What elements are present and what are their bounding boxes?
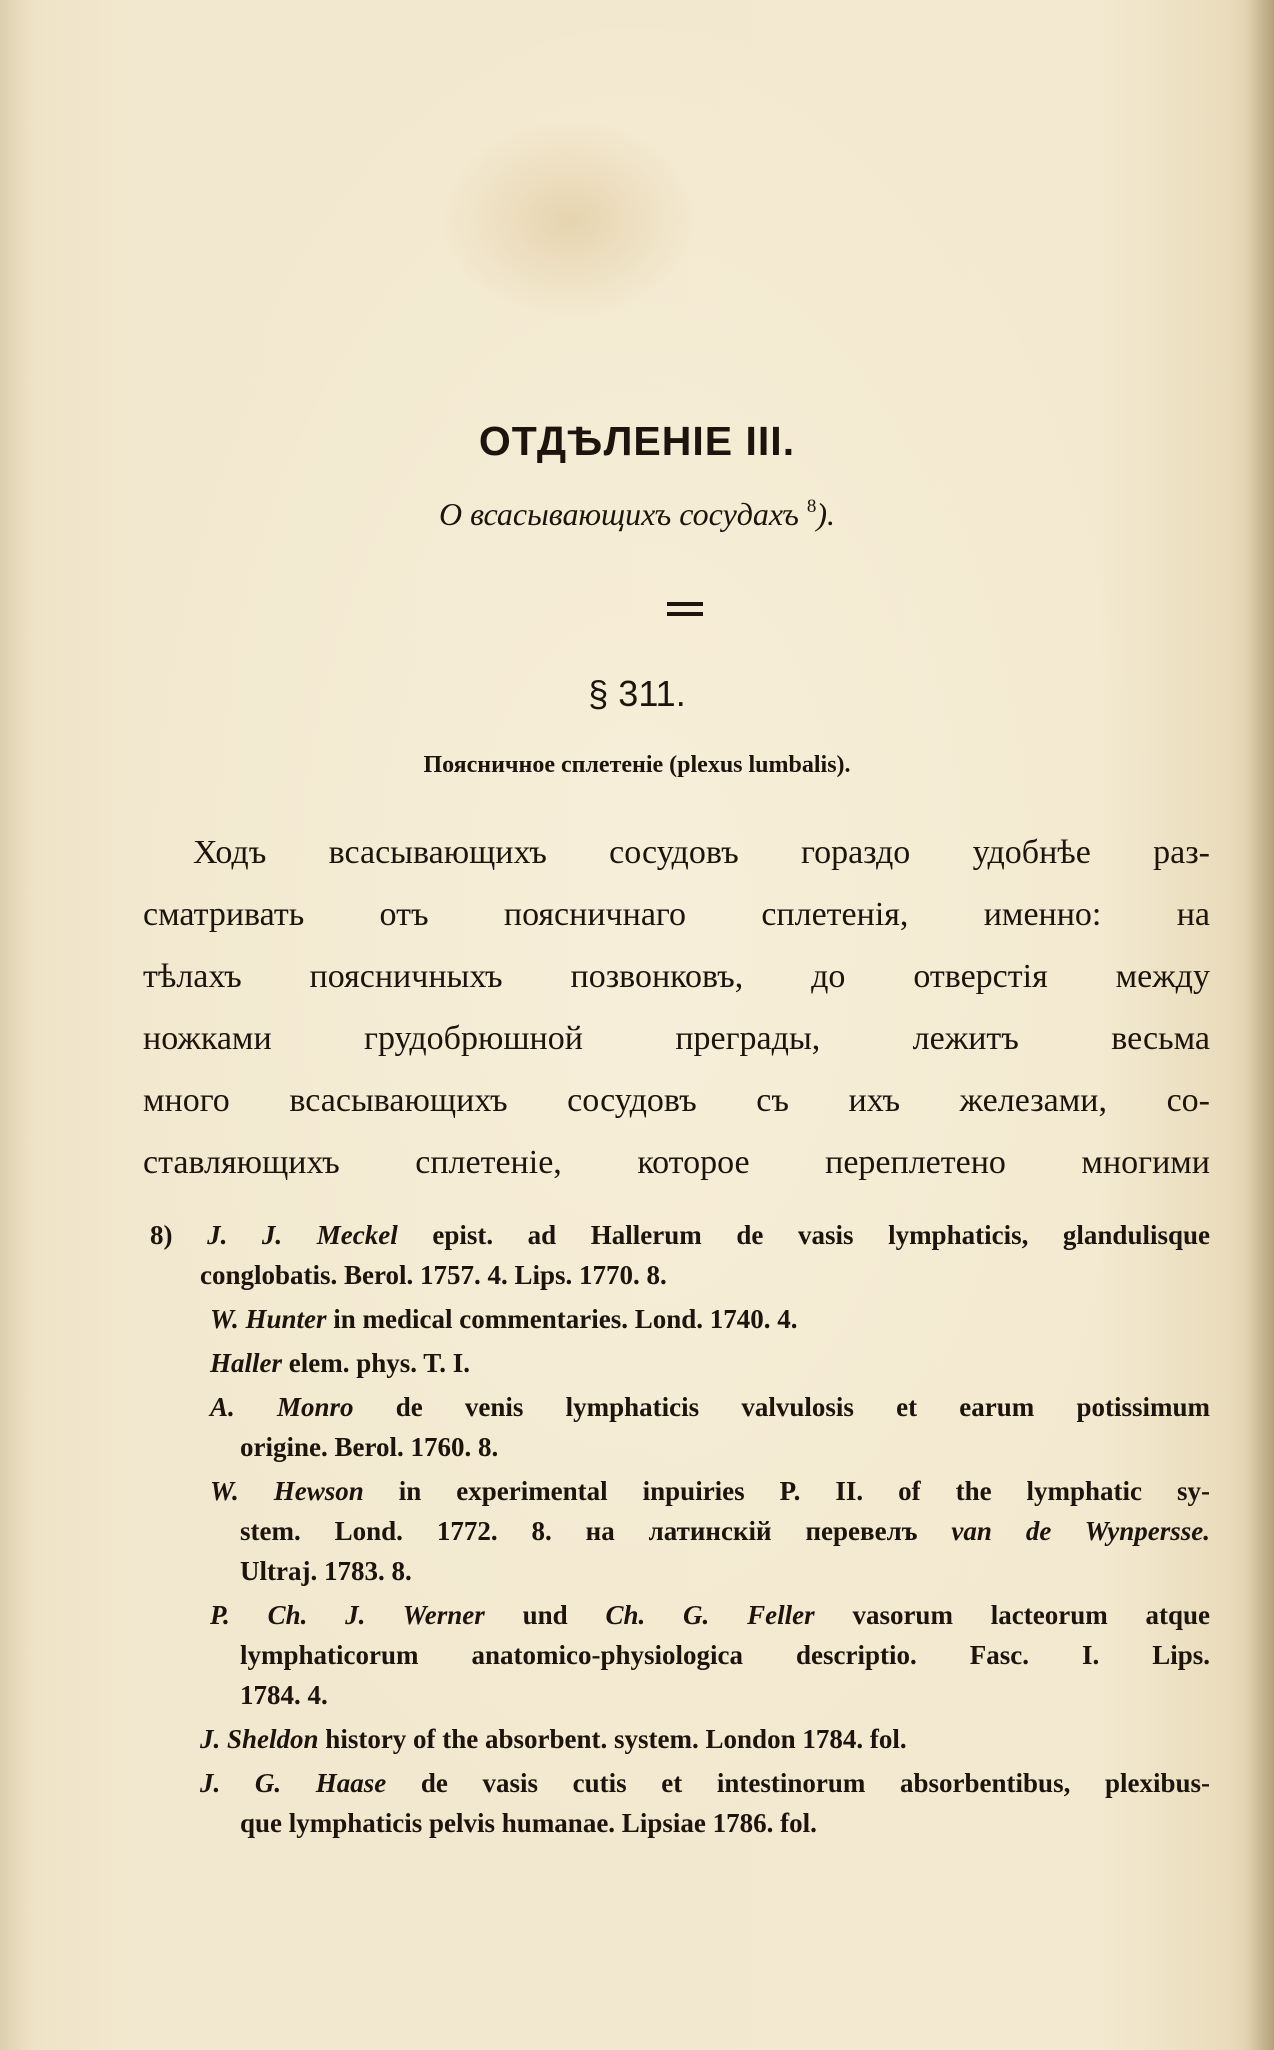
footnote-text: in medical commentaries. Lond. 1740. 4. (333, 1304, 798, 1334)
footnote-line (210, 1595, 1210, 1635)
footnote-author: J. G. Haase (200, 1768, 387, 1798)
footnote-author: J. Sheldon (200, 1724, 319, 1754)
footnote-line: origine. Berol. 1760. 8. (240, 1432, 499, 1462)
footnote-entry (158, 1763, 1210, 1843)
footnote-line (200, 1763, 1210, 1803)
body-text (143, 822, 1210, 1194)
footnote-entry (158, 1719, 1210, 1759)
body-line: ставляющихъ сплетеніе, которое переплетено многими (143, 1144, 1210, 1181)
footnote-entry (158, 1387, 1210, 1467)
footnote-line: lymphaticorum anatomico-physiologica descriptio. Fasc. I. Lips. (240, 1640, 1210, 1670)
footnote-author: W. Hunter (210, 1304, 327, 1334)
footnote-author: Haller (210, 1348, 282, 1378)
footnote-author: J. J. Meckel (207, 1220, 398, 1250)
paragraph-number: § 311. (588, 673, 686, 714)
footnote-author: P. Ch. J. Werner (210, 1600, 485, 1630)
page-edge-shadow (1246, 0, 1274, 2050)
footnote-line (210, 1471, 1210, 1511)
footnote-line (210, 1343, 1210, 1383)
footnote-mark: 8) (150, 1220, 173, 1250)
body-line: Ходъ всасывающихъ сосудовъ гораздо удобнѣе раз- (193, 834, 1210, 871)
footnote-text: elem. phys. T. I. (288, 1348, 471, 1378)
section-subtitle (0, 496, 1274, 533)
footnote-line: Ultraj. 1783. 8. (240, 1556, 412, 1586)
footnote-entry (158, 1595, 1210, 1715)
footnote-author: W. Hewson (210, 1476, 364, 1506)
footnote-line (210, 1511, 1210, 1551)
footnote-author: Ch. G. Feller (605, 1600, 815, 1630)
footnote-text: stem. Lond. 1772. 8. на латинскій перевелъ (240, 1516, 918, 1546)
footnote-line (210, 1299, 1210, 1339)
footnote-line: que lymphaticis pelvis humanae. Lipsiae 1786. fol. (240, 1808, 817, 1838)
footnote-entry (158, 1299, 1210, 1339)
footnote-text: history of the absorbent. system. London 1784. fol. (325, 1724, 907, 1754)
section-subtitle-text: О всасывающихъ сосудахъ (438, 496, 799, 532)
footnote-author: van de Wynpersse. (951, 1516, 1210, 1546)
footnote-entry (150, 1215, 1210, 1295)
footnote-text: epist. ad Hallerum de vasis lymphaticis, glandulisque (432, 1220, 1210, 1250)
section-subtitle-end: ). (816, 496, 836, 532)
section-heading: ОТДѢЛЕНІЕ III. (478, 418, 796, 464)
paper-stain (440, 120, 700, 320)
footnote-line (200, 1719, 1210, 1759)
body-line: тѣлахъ поясничныхъ позвонковъ, до отверстія между (143, 958, 1210, 995)
footnote-entry (158, 1471, 1210, 1591)
footnote-reference: 8 (806, 496, 817, 517)
body-line: ножками грудобрюшной преграды, лежитъ весьма (143, 1020, 1210, 1057)
footnote-text: vasorum lacteorum atque (852, 1600, 1211, 1630)
footnote-text: de venis lymphaticis valvulosis et earum potissimum (395, 1392, 1211, 1422)
footnotes (150, 1215, 1211, 1847)
footnote-line (150, 1215, 1210, 1255)
footnote-text: in experimental inpuiries P. II. of the lymphatic sy- (398, 1476, 1211, 1506)
double-rule-divider (667, 602, 703, 616)
footnote-entry (158, 1343, 1210, 1383)
footnote-text: de vasis cutis et intestinorum absorbentibus, plexibus- (420, 1768, 1210, 1798)
body-line: сматривать отъ поясничнаго сплетенія, именно: на (143, 896, 1210, 933)
footnote-author: A. Monro (210, 1392, 354, 1422)
paragraph-title: Поясничное сплетеніе (plexus lumbalis). (423, 752, 851, 778)
footnote-line: conglobatis. Berol. 1757. 4. Lips. 1770. 8. (200, 1260, 667, 1290)
footnote-line: 1784. 4. (240, 1680, 328, 1710)
footnote-text: und (522, 1600, 568, 1630)
footnote-line (210, 1387, 1210, 1427)
body-line: много всасывающихъ сосудовъ съ ихъ железами, со- (143, 1082, 1210, 1119)
